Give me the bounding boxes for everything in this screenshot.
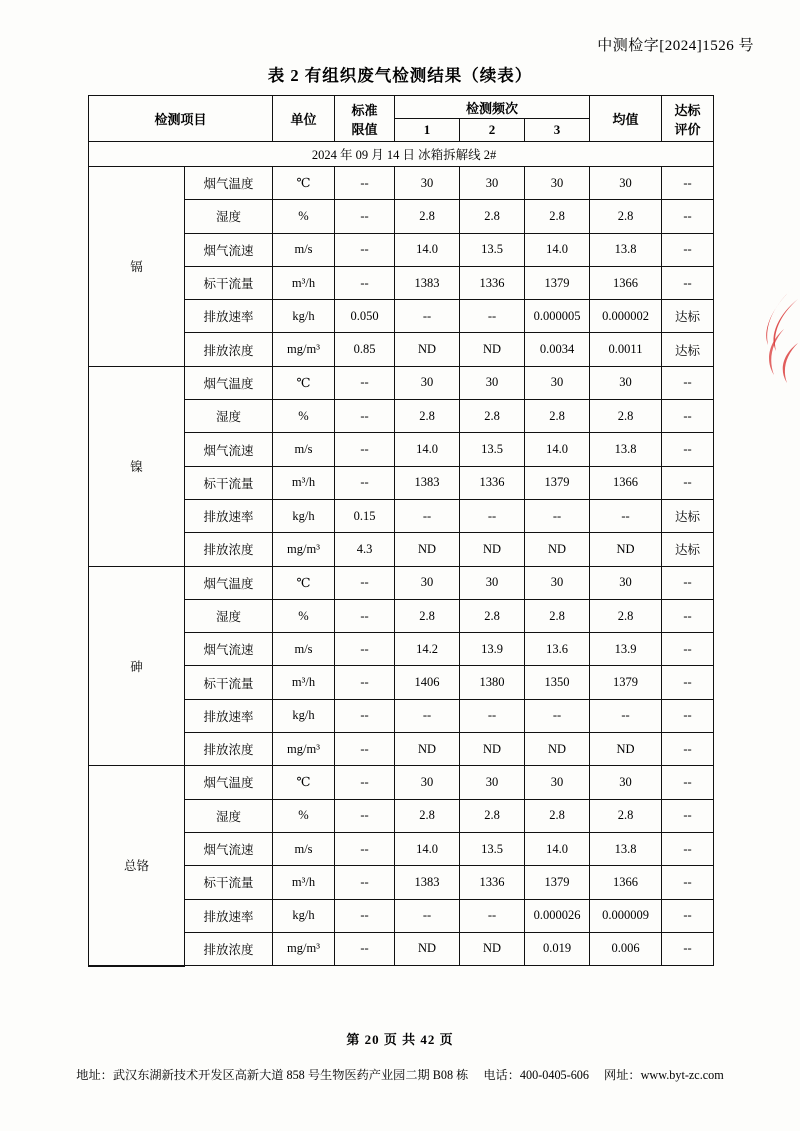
freq3-cell: --	[525, 499, 590, 532]
unit-cell: m/s	[273, 633, 335, 666]
limit-cell: --	[335, 699, 395, 732]
limit-cell: --	[335, 200, 395, 233]
param-cell: 烟气流速	[185, 832, 273, 865]
evaluation-cell: --	[662, 366, 714, 399]
freq3-cell: 1379	[525, 266, 590, 299]
freq3-cell: 0.019	[525, 932, 590, 965]
unit-cell: kg/h	[273, 899, 335, 932]
param-cell: 标干流量	[185, 266, 273, 299]
freq3-cell: 14.0	[525, 233, 590, 266]
header-item: 检测项目	[89, 96, 273, 142]
freq3-cell: 30	[525, 566, 590, 599]
average-cell: --	[590, 499, 662, 532]
freq2-cell: 30	[460, 366, 525, 399]
param-cell: 排放浓度	[185, 333, 273, 366]
evaluation-cell: 达标	[662, 533, 714, 566]
table-row	[89, 766, 714, 799]
unit-cell: kg/h	[273, 499, 335, 532]
param-cell: 排放浓度	[185, 533, 273, 566]
freq1-cell: 14.0	[395, 433, 460, 466]
header-limit-line1: 标准	[351, 102, 378, 118]
date-header-row	[89, 142, 714, 167]
limit-cell: --	[335, 666, 395, 699]
freq1-cell: ND	[395, 932, 460, 965]
freq1-cell: ND	[395, 533, 460, 566]
average-cell: 1366	[590, 266, 662, 299]
unit-cell: m³/h	[273, 266, 335, 299]
average-cell: 30	[590, 167, 662, 200]
freq1-cell: --	[395, 899, 460, 932]
table-row	[89, 167, 714, 200]
param-cell: 烟气温度	[185, 566, 273, 599]
param-cell: 烟气温度	[185, 366, 273, 399]
header-freq-3: 3	[525, 119, 590, 142]
freq2-cell: 13.5	[460, 433, 525, 466]
evaluation-cell: 达标	[662, 333, 714, 366]
evaluation-cell: --	[662, 799, 714, 832]
freq1-cell: 14.0	[395, 233, 460, 266]
param-cell: 烟气流速	[185, 633, 273, 666]
date-header-label: 2024 年 09 月 14 日 冰箱拆解线 2#	[89, 142, 714, 167]
freq1-cell: ND	[395, 733, 460, 766]
freq2-cell: 30	[460, 167, 525, 200]
limit-cell: --	[335, 766, 395, 799]
average-cell: 30	[590, 566, 662, 599]
unit-cell: %	[273, 799, 335, 832]
header-limit-line2: 限值	[351, 121, 378, 137]
evaluation-cell: --	[662, 433, 714, 466]
group-name-cell: 镍	[89, 366, 185, 566]
unit-cell: ℃	[273, 167, 335, 200]
average-cell: 30	[590, 766, 662, 799]
evaluation-cell: --	[662, 899, 714, 932]
freq3-cell: 14.0	[525, 832, 590, 865]
unit-cell: mg/m³	[273, 932, 335, 965]
freq2-cell: 2.8	[460, 799, 525, 832]
footer-phone: 电话：400-0405-606	[483, 1068, 589, 1082]
unit-cell: ℃	[273, 766, 335, 799]
table-body	[89, 142, 714, 966]
freq1-cell: 2.8	[395, 400, 460, 433]
freq3-cell: ND	[525, 733, 590, 766]
freq3-cell: 0.000005	[525, 300, 590, 333]
unit-cell: kg/h	[273, 699, 335, 732]
freq3-cell: 0.0034	[525, 333, 590, 366]
group-name-cell: 总铬	[89, 766, 185, 966]
limit-cell: --	[335, 866, 395, 899]
evaluation-cell: 达标	[662, 499, 714, 532]
freq2-cell: 30	[460, 566, 525, 599]
freq2-cell: ND	[460, 932, 525, 965]
freq3-cell: 1350	[525, 666, 590, 699]
freq2-cell: 1336	[460, 266, 525, 299]
evaluation-cell: --	[662, 633, 714, 666]
freq2-cell: 1380	[460, 666, 525, 699]
param-cell: 标干流量	[185, 466, 273, 499]
freq1-cell: 1383	[395, 466, 460, 499]
table-title: 表 2 有组织废气检测结果（续表）	[267, 66, 533, 85]
unit-cell: m³/h	[273, 466, 335, 499]
freq2-cell: --	[460, 300, 525, 333]
param-cell: 排放速率	[185, 899, 273, 932]
unit-cell: mg/m³	[273, 733, 335, 766]
freq3-cell: 1379	[525, 466, 590, 499]
freq2-cell: 2.8	[460, 599, 525, 632]
unit-cell: %	[273, 200, 335, 233]
evaluation-cell: --	[662, 400, 714, 433]
header-eval-line1: 达标	[674, 102, 701, 118]
limit-cell: --	[335, 599, 395, 632]
average-cell: 1379	[590, 666, 662, 699]
unit-cell: m/s	[273, 233, 335, 266]
freq3-cell: 13.6	[525, 633, 590, 666]
group-name-cell: 镉	[89, 167, 185, 367]
average-cell: 13.8	[590, 233, 662, 266]
limit-cell: --	[335, 799, 395, 832]
average-cell: 2.8	[590, 200, 662, 233]
unit-cell: m³/h	[273, 866, 335, 899]
limit-cell: --	[335, 633, 395, 666]
param-cell: 排放浓度	[185, 932, 273, 965]
freq2-cell: ND	[460, 533, 525, 566]
footer-website: 网址：www.byt-zc.com	[604, 1068, 724, 1082]
evaluation-cell: --	[662, 733, 714, 766]
unit-cell: mg/m³	[273, 533, 335, 566]
freq2-cell: 2.8	[460, 400, 525, 433]
param-cell: 排放速率	[185, 300, 273, 333]
freq1-cell: 2.8	[395, 799, 460, 832]
evaluation-cell: --	[662, 832, 714, 865]
average-cell: 13.8	[590, 433, 662, 466]
average-cell: 1366	[590, 866, 662, 899]
evaluation-cell: --	[662, 200, 714, 233]
freq2-cell: 13.9	[460, 633, 525, 666]
freq3-cell: 30	[525, 167, 590, 200]
average-cell: ND	[590, 733, 662, 766]
freq2-cell: 30	[460, 766, 525, 799]
unit-cell: ℃	[273, 366, 335, 399]
unit-cell: ℃	[273, 566, 335, 599]
freq1-cell: 30	[395, 366, 460, 399]
header-average: 均值	[590, 96, 662, 142]
group-name-cell: 砷	[89, 566, 185, 766]
freq1-cell: --	[395, 699, 460, 732]
param-cell: 排放速率	[185, 699, 273, 732]
freq1-cell: ND	[395, 333, 460, 366]
freq3-cell: ND	[525, 533, 590, 566]
param-cell: 标干流量	[185, 866, 273, 899]
limit-cell: --	[335, 167, 395, 200]
freq1-cell: 1383	[395, 866, 460, 899]
param-cell: 烟气温度	[185, 167, 273, 200]
unit-cell: %	[273, 400, 335, 433]
unit-cell: m³/h	[273, 666, 335, 699]
average-cell: 30	[590, 366, 662, 399]
average-cell: --	[590, 699, 662, 732]
param-cell: 标干流量	[185, 666, 273, 699]
freq2-cell: --	[460, 499, 525, 532]
freq1-cell: 1383	[395, 266, 460, 299]
freq3-cell: 2.8	[525, 799, 590, 832]
unit-cell: m/s	[273, 433, 335, 466]
freq1-cell: 2.8	[395, 200, 460, 233]
evaluation-cell: --	[662, 266, 714, 299]
freq3-cell: --	[525, 699, 590, 732]
freq3-cell: 0.000026	[525, 899, 590, 932]
freq1-cell: 14.2	[395, 633, 460, 666]
evaluation-cell: --	[662, 466, 714, 499]
header-unit: 单位	[273, 96, 335, 142]
average-cell: 13.8	[590, 832, 662, 865]
freq1-cell: 30	[395, 766, 460, 799]
param-cell: 烟气流速	[185, 233, 273, 266]
header-freq-1: 1	[395, 119, 460, 142]
limit-cell: --	[335, 733, 395, 766]
header-frequency: 检测频次	[395, 96, 590, 119]
unit-cell: m/s	[273, 832, 335, 865]
param-cell: 湿度	[185, 200, 273, 233]
average-cell: 0.0011	[590, 333, 662, 366]
evaluation-cell: --	[662, 566, 714, 599]
evaluation-cell: --	[662, 866, 714, 899]
limit-cell: 0.15	[335, 499, 395, 532]
average-cell: 1366	[590, 466, 662, 499]
evaluation-cell: --	[662, 766, 714, 799]
freq3-cell: 2.8	[525, 400, 590, 433]
evaluation-cell: --	[662, 699, 714, 732]
evaluation-cell: --	[662, 666, 714, 699]
freq3-cell: 30	[525, 366, 590, 399]
freq1-cell: 1406	[395, 666, 460, 699]
freq2-cell: 1336	[460, 466, 525, 499]
freq1-cell: --	[395, 300, 460, 333]
document-code: 中测检字[2024]1526 号	[597, 38, 754, 54]
freq2-cell: --	[460, 699, 525, 732]
limit-cell: --	[335, 832, 395, 865]
limit-cell: --	[335, 466, 395, 499]
page-number: 第 20 页 共 42 页	[346, 1032, 454, 1047]
unit-cell: mg/m³	[273, 333, 335, 366]
evaluation-cell: --	[662, 233, 714, 266]
header-limit	[335, 96, 395, 142]
table-row	[89, 366, 714, 399]
limit-cell: --	[335, 233, 395, 266]
header-eval-line2: 评价	[674, 121, 701, 137]
header-freq-2: 2	[460, 119, 525, 142]
header-evaluation	[662, 96, 714, 142]
unit-cell: %	[273, 599, 335, 632]
average-cell: 0.000002	[590, 300, 662, 333]
freq3-cell: 14.0	[525, 433, 590, 466]
average-cell: 2.8	[590, 400, 662, 433]
average-cell: ND	[590, 533, 662, 566]
freq2-cell: --	[460, 899, 525, 932]
freq2-cell: 1336	[460, 866, 525, 899]
freq1-cell: 2.8	[395, 599, 460, 632]
limit-cell: --	[335, 899, 395, 932]
table-row	[89, 566, 714, 599]
freq1-cell: --	[395, 499, 460, 532]
limit-cell: 0.85	[335, 333, 395, 366]
red-seal-stamp	[754, 285, 800, 390]
param-cell: 湿度	[185, 400, 273, 433]
limit-cell: --	[335, 566, 395, 599]
freq1-cell: 30	[395, 566, 460, 599]
limit-cell: --	[335, 400, 395, 433]
param-cell: 排放浓度	[185, 733, 273, 766]
limit-cell: 0.050	[335, 300, 395, 333]
freq3-cell: 2.8	[525, 599, 590, 632]
freq2-cell: 13.5	[460, 832, 525, 865]
evaluation-cell: 达标	[662, 300, 714, 333]
evaluation-cell: --	[662, 932, 714, 965]
emission-results-table	[88, 95, 714, 967]
limit-cell: --	[335, 266, 395, 299]
freq2-cell: 13.5	[460, 233, 525, 266]
freq2-cell: 2.8	[460, 200, 525, 233]
unit-cell: kg/h	[273, 300, 335, 333]
freq1-cell: 14.0	[395, 832, 460, 865]
average-cell: 2.8	[590, 599, 662, 632]
limit-cell: --	[335, 932, 395, 965]
freq3-cell: 1379	[525, 866, 590, 899]
param-cell: 湿度	[185, 799, 273, 832]
average-cell: 2.8	[590, 799, 662, 832]
table-header-row-1	[89, 96, 714, 119]
limit-cell: 4.3	[335, 533, 395, 566]
param-cell: 排放速率	[185, 499, 273, 532]
freq2-cell: ND	[460, 733, 525, 766]
limit-cell: --	[335, 433, 395, 466]
average-cell: 0.006	[590, 932, 662, 965]
average-cell: 13.9	[590, 633, 662, 666]
param-cell: 烟气流速	[185, 433, 273, 466]
param-cell: 湿度	[185, 599, 273, 632]
freq2-cell: ND	[460, 333, 525, 366]
param-cell: 烟气温度	[185, 766, 273, 799]
footer-address: 地址：武汉东湖新技术开发区高新大道 858 号生物医药产业园二期 B08 栋	[76, 1068, 469, 1082]
freq3-cell: 2.8	[525, 200, 590, 233]
footer	[0, 1066, 800, 1083]
average-cell: 0.000009	[590, 899, 662, 932]
freq1-cell: 30	[395, 167, 460, 200]
limit-cell: --	[335, 366, 395, 399]
evaluation-cell: --	[662, 167, 714, 200]
freq3-cell: 30	[525, 766, 590, 799]
evaluation-cell: --	[662, 599, 714, 632]
